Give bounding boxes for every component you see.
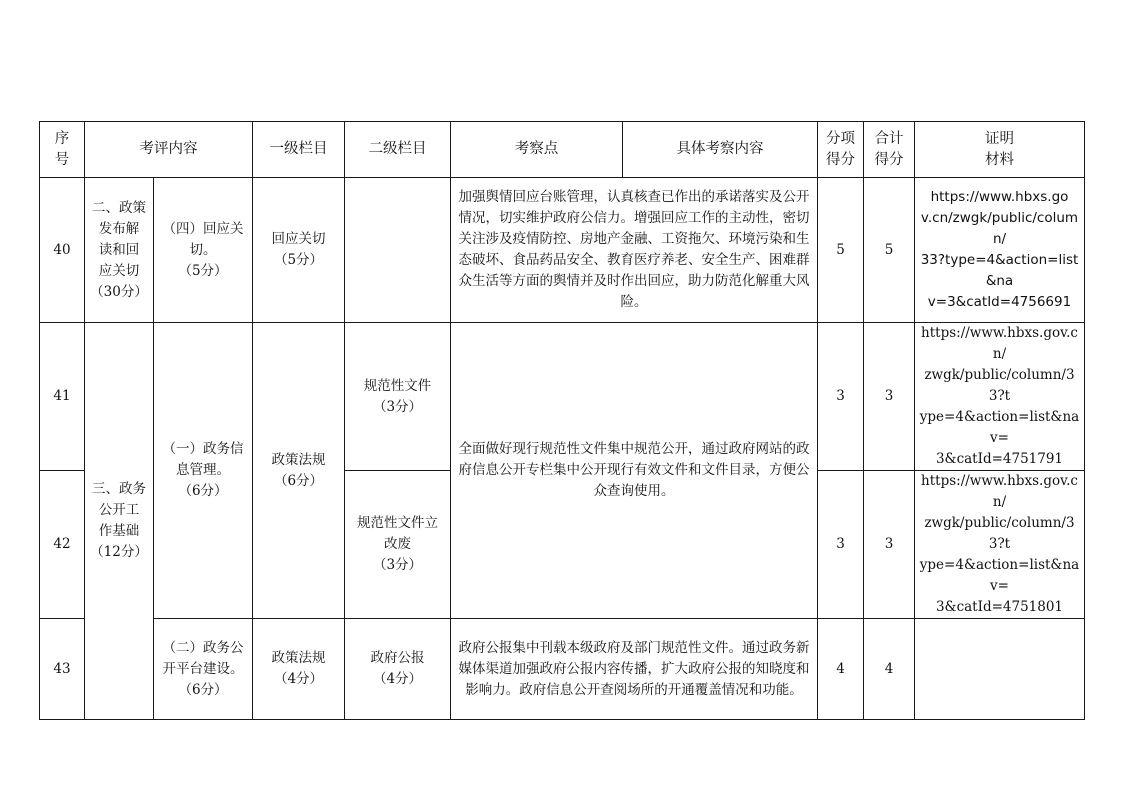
row-point: 政府公报集中刊载本级政府及部门规范性文件。通过政务新媒体渠道加强政府公报内容传播，扩大政府公报的知晓度和影响力。政府信息公开查阅场所的开通覆盖情况和功能。 xyxy=(451,619,818,720)
row-level2: 规范性文件 （3分） xyxy=(345,323,451,471)
table-header-row xyxy=(40,122,1085,178)
row-seq: 41 xyxy=(40,323,85,471)
row-level1: 政策法规 （4分） xyxy=(253,619,345,720)
row-score-item: 3 xyxy=(818,471,864,619)
header-score-item: 分项 得分 xyxy=(818,122,864,178)
header-score-total: 合计 得分 xyxy=(864,122,915,178)
row-seq: 40 xyxy=(40,178,85,323)
header-content: 考评内容 xyxy=(85,122,253,178)
row-score-item: 3 xyxy=(818,323,864,471)
row-score-total: 3 xyxy=(864,323,915,471)
header-level1: 一级栏目 xyxy=(253,122,345,178)
header-level2: 二级栏目 xyxy=(345,122,451,178)
table-row xyxy=(40,619,1085,720)
header-seq: 序 号 xyxy=(40,122,85,178)
header-point: 考察点 xyxy=(451,122,623,178)
row-proof-link xyxy=(915,619,1085,720)
row-score-total: 4 xyxy=(864,619,915,720)
header-proof: 证明 材料 xyxy=(915,122,1085,178)
row-level1: 政策法规 （6分） xyxy=(253,323,345,619)
row-category: 三、政务 公开工 作基础 （12分） xyxy=(85,323,154,720)
header-detail: 具体考察内容 xyxy=(623,122,818,178)
row-subcategory: （四）回应关 切。 （5分） xyxy=(154,178,253,323)
row-score-total: 5 xyxy=(864,178,915,323)
row-category: 二、政策 发布解 读和回 应关切 （30分） xyxy=(85,178,154,323)
row-level2: 规范性文件立 改废 （3分） xyxy=(345,471,451,619)
row-point: 加强舆情回应台账管理，认真核查已作出的承诺落实及公开情况，切实维护政府公信力。增强回应工作的主动性，密切关注涉及疫情防控、房地产金融、工资拖欠、环境污染和生态破坏、食品药品安全、教育医疗养老、安全生产、困难群众生活等方面的舆情并及时作出回应，助力防范化解重大风险。 xyxy=(451,178,818,323)
row-level2 xyxy=(345,178,451,323)
row-seq: 43 xyxy=(40,619,85,720)
row-score-total: 3 xyxy=(864,471,915,619)
row-subcategory: （一）政务信 息管理。 （6分） xyxy=(154,323,253,619)
row-subcategory: （二）政务公 开平台建设。 （6分） xyxy=(154,619,253,720)
row-proof-link[interactable]: https://www.hbxs.gov.cn/ zwgk/public/column/33?t ype=4&action=list&nav= 3&catId=4751801 xyxy=(915,471,1085,619)
table-row xyxy=(40,323,1085,471)
row-score-item: 4 xyxy=(818,619,864,720)
row-score-item: 5 xyxy=(818,178,864,323)
row-level1: 回应关切 （5分） xyxy=(253,178,345,323)
row-seq: 42 xyxy=(40,471,85,619)
row-level2: 政府公报 （4分） xyxy=(345,619,451,720)
row-proof-link[interactable]: https://www.hbxs.gov.cn/ zwgk/public/column/33?t ype=4&action=list&nav= 3&catId=4751791 xyxy=(915,323,1085,471)
row-proof-link[interactable]: https://www.hbxs.go v.cn/zwgk/public/column/ 33?type=4&action=list&na v=3&catId=4756691 xyxy=(915,178,1085,323)
row-point: 全面做好现行规范性文件集中规范公开，通过政府网站的政府信息公开专栏集中公开现行有效文件和文件目录，方便公众查询使用。 xyxy=(451,323,818,619)
table-row xyxy=(40,178,1085,323)
evaluation-table xyxy=(39,121,1085,720)
